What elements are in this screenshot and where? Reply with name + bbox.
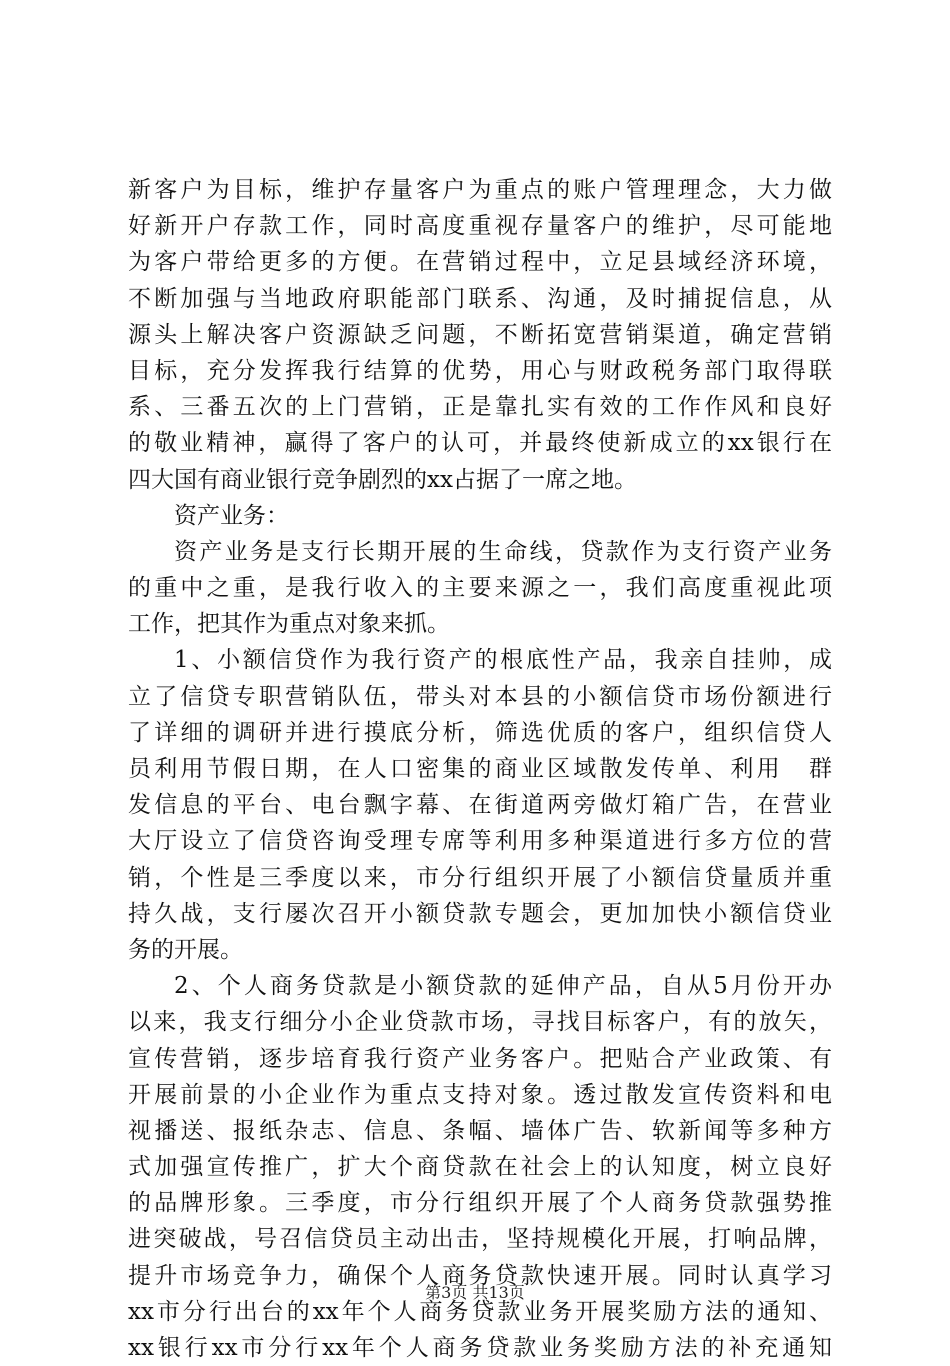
text-line: 了详细的调研并进行摸底分析，筛选优质的客户，组织信贷人: [128, 719, 832, 746]
text-line: 新客户为目标，维护存量客户为重点的账户管理理念，大力做: [128, 177, 832, 203]
text-line: 发信息的平台、电台飘字幕、在街道两旁做灯箱广告，在营业: [128, 792, 832, 819]
text-line: 持久战，支行屡次召开小额贷款专题会，更加加快小额信贷业: [128, 900, 832, 927]
text-line: 为客户带给更多的方便。在营销过程中，立足县域经济环境，: [128, 249, 832, 276]
text-line: 好新开户存款工作，同时高度重视存量客户的维护，尽可能地: [128, 213, 832, 240]
text-line: 的重中之重，是我行收入的主要来源之一，我们高度重视此项: [128, 575, 832, 602]
text-line: 进突破战，号召信贷员主动出击，坚持规模化开展，打响品牌，: [128, 1226, 832, 1253]
text-line: 式加强宣传推广，扩大个商贷款在社会上的认知度，树立良好: [128, 1154, 832, 1181]
section-heading: 资产业务：: [174, 502, 289, 529]
text-line: 的品牌形象。三季度，市分行组织开展了个人商务贷款强势推: [128, 1190, 832, 1217]
text-line: 提升市场竞争力，确保个人商务贷款快速开展。同时认真学习: [128, 1262, 832, 1289]
text-line: 务的开展。: [128, 936, 243, 963]
text-line: 员利用节假日期，在人口密集的商业区域散发传单、利用 群: [128, 756, 832, 782]
text-line: 的敬业精神，赢得了客户的认可，并最终使新成立的xx银行在: [128, 430, 832, 457]
text-line: 视播送、报纸杂志、信息、条幅、墙体广告、软新闻等多种方: [128, 1117, 832, 1144]
text-line: 宣传营销，逐步培育我行资产业务客户。把贴合产业政策、有: [128, 1045, 832, 1072]
text-line: 目标，充分发挥我行结算的优势，用心与财政税务部门取得联: [128, 357, 832, 384]
text-line: 以来，我支行细分小企业贷款市场，寻找目标客户，有的放矢，: [128, 1009, 832, 1036]
text-line: 资产业务是支行长期开展的生命线，贷款作为支行资产业务: [174, 538, 832, 565]
text-line: xx银行xx市分行xx年个人商务贷款业务奖励方法的补充通知: [128, 1335, 832, 1361]
text-line: 2、个人商务贷款是小额贷款的延伸产品，自从5月份开办: [174, 973, 832, 1000]
text-line: 开展前景的小企业作为重点支持对象。透过散发宣传资料和电: [128, 1081, 832, 1108]
text-line: 四大国有商业银行竞争剧烈的xx占据了一席之地。: [128, 466, 637, 493]
text-line: 销，个性是三季度以来，市分行组织开展了小额信贷量质并重: [128, 864, 832, 891]
text-line: 源头上解决客户资源缺乏问题，不断拓宽营销渠道，确定营销: [128, 321, 832, 348]
page-number-footer: 第3页 共13页: [425, 1283, 525, 1302]
text-line: xx市分行出台的xx年个人商务贷款业务开展奖励方法的通知、: [128, 1298, 832, 1325]
document-body: [128, 172, 832, 1366]
text-line: 不断加强与当地政府职能部门联系、沟通，及时捕捉信息，从: [128, 285, 832, 312]
text-line: 1、小额信贷作为我行资产的根底性产品，我亲自挂帅，成: [174, 647, 832, 674]
text-line: 系、三番五次的上门营销，正是靠扎实有效的工作作风和良好: [128, 394, 832, 421]
text-line: 工作，把其作为重点对象来抓。: [128, 611, 450, 638]
text-line: 大厅设立了信贷咨询受理专席等利用多种渠道进行多方位的营: [128, 828, 832, 855]
text-line: 立了信贷专职营销队伍，带头对本县的小额信贷市场份额进行: [128, 683, 832, 710]
